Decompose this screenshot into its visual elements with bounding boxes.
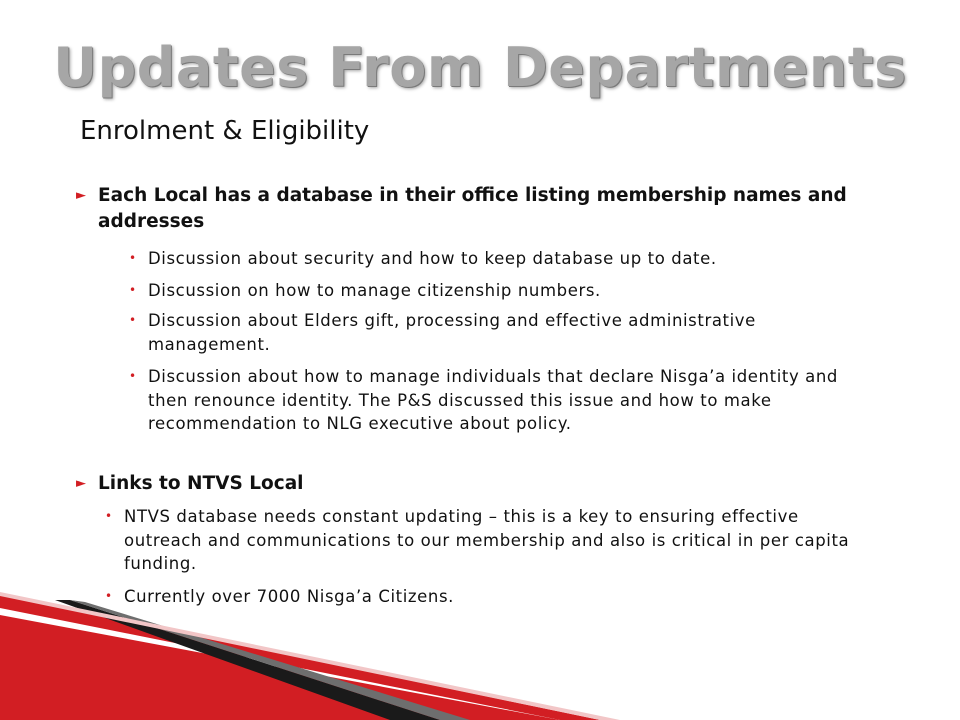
red-triangle-arrow-icon: ►: [76, 188, 86, 203]
red-dot-icon: •: [129, 251, 137, 265]
sub-bullet-elders-gift: [129, 309, 868, 356]
sub-bullet-text: Discussion on how to manage citizenship numbers.: [148, 281, 601, 300]
sub-bullet-citizenship: [129, 279, 888, 303]
sub-bullet-security: [129, 247, 888, 271]
red-triangle-arrow-icon: ►: [76, 476, 86, 491]
red-dot-icon: •: [129, 283, 137, 297]
sub-bullet-text: Currently over 7000 Nisga’a Citizens.: [124, 587, 455, 606]
bullet-database: [76, 183, 888, 235]
red-dot-icon: •: [105, 509, 113, 523]
sub-bullet-text: Discussion about how to manage individuals that declare Nisga’a identity and then renounce identity. The P&S discussed this issue and how to make recommendation to NLG executive about policy.: [148, 367, 838, 433]
sub-bullet-identity: [129, 365, 878, 436]
red-dot-icon: •: [129, 369, 137, 383]
bullet-database-text: Each Local has a database in their office listing membership names and addresses: [98, 185, 847, 232]
red-dot-icon: •: [129, 313, 137, 327]
sub-bullet-text: NTVS database needs constant updating – this is a key to ensuring effective outreach and communications to our membership and also is critical in per capita funding.: [124, 507, 850, 573]
decorative-swoosh-stripes: [0, 560, 960, 720]
sub-bullet-text: Discussion about security and how to keep database up to date.: [148, 249, 717, 268]
sub-bullet-text: Discussion about Elders gift, processing and effective administrative management.: [148, 311, 756, 354]
red-dot-icon: •: [105, 589, 113, 603]
bullet-ntvs-links: [76, 471, 888, 497]
slide-subtitle: Enrolment & Eligibility: [80, 116, 370, 146]
bullet-ntvs-links-text: Links to NTVS Local: [98, 473, 304, 494]
slide-title: Updates From Departments: [53, 36, 907, 99]
